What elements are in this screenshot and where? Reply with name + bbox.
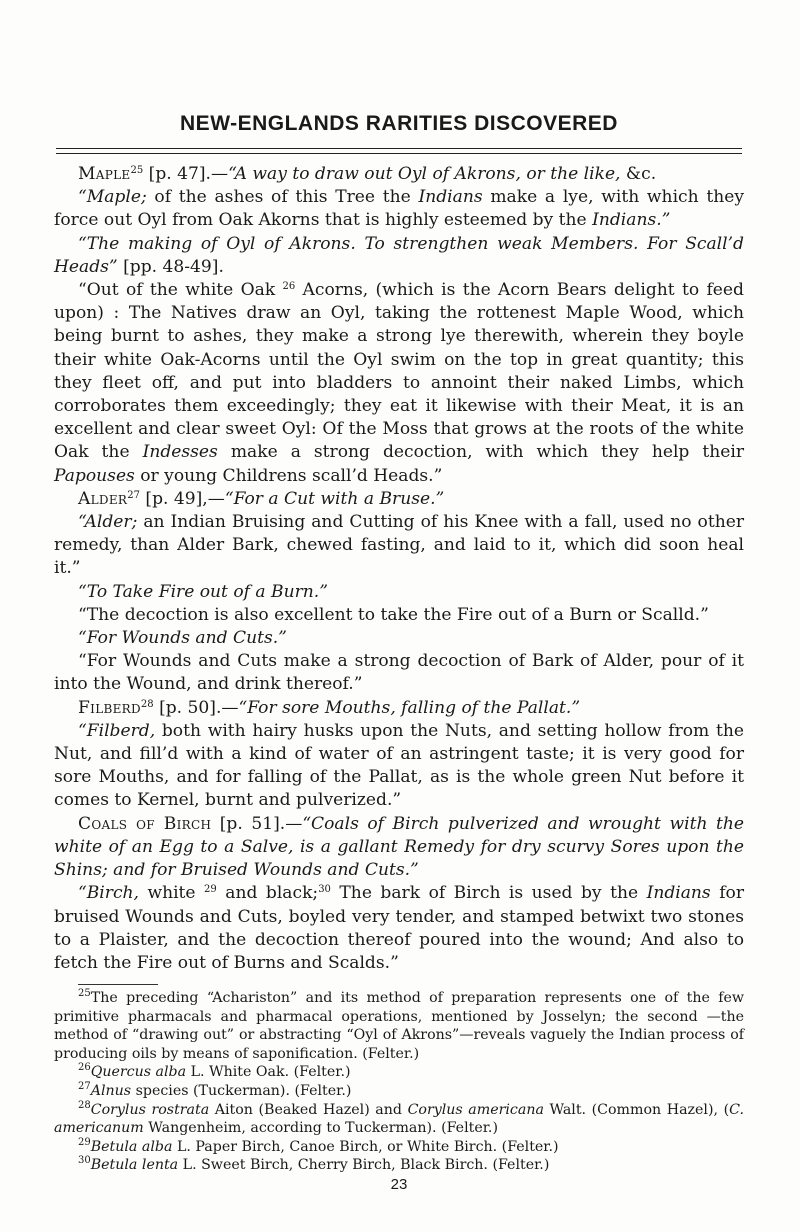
page	[54, 0, 744, 1193]
footnote-text: Wangenheim, according to Tuckerman). (Felter.)	[143, 1120, 498, 1137]
paragraph-oak	[54, 279, 744, 488]
running-head: NEW-ENGLANDS RARITIES DISCOVERED	[180, 112, 618, 135]
recipe-heading: “For sore Mouths, falling of the Pallat.”	[238, 697, 581, 718]
recipe-heading: “The making of Oyl of Akrons. To strengthen weak Members. For Scall’d Heads”	[54, 233, 744, 277]
footnote-number: 29	[78, 1136, 91, 1148]
quote-text: make a lye, with which they force out Oyl from Oak Akorns that is highly esteemed by the	[54, 187, 744, 231]
note-ref-26: 26	[282, 281, 296, 293]
italic-word: Indesses	[142, 442, 218, 463]
footnote-text: Aiton (Beaked Hazel) and	[209, 1101, 408, 1118]
quote-text: make a strong decoction, with which they help their	[217, 442, 744, 463]
footnote-27	[54, 1082, 744, 1101]
page-ref: [pp. 48-49].	[117, 256, 224, 277]
species-name: Quercus alba	[90, 1064, 187, 1081]
page-number: 23	[390, 1176, 408, 1194]
page-ref: [p. 50].—	[153, 697, 239, 718]
paragraph-burn	[54, 604, 744, 627]
footnote-25	[54, 989, 744, 1063]
italic-word: Indians	[646, 883, 711, 904]
note-ref-29: 29	[204, 884, 217, 896]
paragraph-birch	[54, 882, 744, 975]
entry-head-coals: Coals of Birch	[78, 813, 212, 834]
footnote-text: The preceding “Achariston” and its method of preparation represents one of the few primitive pharmacals and pharmacal operations, mentioned by Josselyn; the second —the method of “drawing out” or abstracting “Oyl of Akrons”—reveals vaguely the Indian process of producing oils by means of saponification. (Felter.)	[54, 990, 744, 1062]
species-name: Alnus	[90, 1083, 132, 1100]
species-name: Betula lenta	[90, 1157, 179, 1174]
footnote-number: 26	[78, 1062, 91, 1074]
paragraph-burn-heading	[54, 581, 744, 604]
paragraph-oyl-heading	[54, 233, 744, 279]
italic-word: Indians.”	[592, 210, 671, 231]
footnote-text: L. Sweet Birch, Cherry Birch, Black Birch. (Felter.)	[178, 1157, 550, 1174]
footnote-text: L. Paper Birch, Canoe Birch, or White Birch. (Felter.)	[172, 1138, 559, 1155]
quote-text: both with hairy husks upon the Nuts, and setting hollow from the Nut, and fill’d with a kind of water of an astringent taste; it is very good for sore Mouths, and for falling of the Pallat, as is the whole green Nut before it comes to Kernel, burnt and pulverized.”	[54, 720, 744, 811]
paragraph-maple-quote	[54, 186, 744, 232]
entry-head-alder: Alder	[78, 488, 128, 509]
footnote-text: species (Tuckerman). (Felter.)	[131, 1083, 352, 1100]
species-name: Betula alba	[90, 1138, 173, 1155]
body-text	[54, 163, 744, 975]
quote-text: The bark of Birch is used by the	[330, 883, 647, 904]
recipe-heading: “For a Cut with a Bruse.”	[224, 488, 445, 509]
footnote-26	[54, 1063, 744, 1082]
footnotes	[54, 989, 744, 1175]
page-ref: [p. 47].—	[143, 164, 229, 184]
note-ref-30: 30	[318, 884, 331, 896]
footnote-number: 28	[78, 1099, 91, 1111]
quote-text: Acorns, (which is the Acorn Bears delight to feed upon) : The Natives draw an Oyl, taking the rottenest Maple Wood, which being burnt to ashes, they make a strong lye therewith, wherein they boyle their white Oak-Acorns until the Oyl swim on the top in great quantity; this they fleet off, and put into bladders to annoint their naked Limbs, which corroborates them exceedingly; they eat it likewise with their Meat, it is an excellent and clear sweet Oyl: Of the Moss that grows at the roots of the white Oak the	[54, 280, 744, 463]
quote-text: “The decoction is also excellent to take the Fire out of a Burn or Scalld.”	[78, 604, 709, 625]
paragraph-wounds	[54, 650, 744, 696]
quote-text: for bruised Wounds and Cuts, boyled very tender, and stamped betwixt two stones to a Plaister, and the decoction thereof poured into the wound; And also to fetch the Fire out of Burns and Scalds.”	[54, 883, 744, 973]
species-name: Corylus americana	[407, 1101, 544, 1118]
footnote-29	[54, 1138, 744, 1157]
footnote-number: 25	[78, 988, 91, 1000]
quote-text: and black;	[216, 883, 319, 904]
italic-word: Papouses	[54, 465, 135, 486]
paragraph-coals	[54, 813, 744, 883]
quote-lead: “Maple;	[78, 187, 147, 208]
quote-text: or young Childrens scall’d Heads.”	[134, 465, 443, 486]
species-name: C. americanum	[54, 1101, 744, 1137]
note-ref-27: 27	[127, 489, 140, 501]
quote-text: white	[138, 883, 205, 904]
footnote-30	[54, 1156, 744, 1175]
entry-head-maple: Maple	[78, 164, 131, 184]
note-ref-25: 25	[130, 165, 144, 176]
paragraph-filberd	[54, 697, 744, 720]
entry-head-filberd: Filberd	[78, 697, 141, 718]
footnote-number: 30	[78, 1155, 91, 1167]
footnote-28	[54, 1101, 744, 1138]
header-rule	[56, 148, 742, 154]
footnote-text: L. White Oak. (Felter.)	[186, 1064, 351, 1081]
paragraph-maple	[54, 163, 744, 186]
footnote-number: 27	[78, 1081, 91, 1093]
page-ref: [p. 49],—	[139, 488, 225, 509]
quote-text: “Out of the white Oak	[78, 280, 283, 301]
recipe-heading: “A way to draw out Oyl of Akrons, or the like,	[228, 164, 621, 184]
note-ref-28: 28	[140, 698, 154, 710]
italic-word: Indians	[418, 187, 483, 208]
paragraph-filberd-quote	[54, 720, 744, 813]
species-name: Corylus rostrata	[90, 1101, 210, 1118]
quote-lead: “Birch,	[78, 883, 139, 904]
paragraph-alder-quote	[54, 511, 744, 581]
quote-lead: “Filberd,	[78, 720, 156, 741]
recipe-heading: “Coals of Birch pulverized and wrought with the white of an Egg to a Salve, is a gallant Remedy for dry scurvy Sores upon the Shins; and for Bruised Wounds and Cuts.”	[54, 813, 744, 881]
quote-text: of the ashes of this Tree the	[146, 187, 419, 208]
recipe-heading: “To Take Fire out of a Burn.”	[78, 581, 328, 602]
footnote-rule	[78, 984, 158, 985]
footnote-text: Walt. (Common Hazel), (	[543, 1101, 730, 1118]
etc-text: &c.	[620, 164, 657, 184]
recipe-heading: “For Wounds and Cuts.”	[78, 628, 287, 649]
paragraph-wounds-heading	[54, 627, 744, 650]
quote-lead: “Alder;	[78, 512, 138, 533]
quote-text: “For Wounds and Cuts make a strong decoction of Bark of Alder, pour of it into the Wound, and drink thereof.”	[54, 651, 744, 695]
quote-text: an Indian Bruising and Cutting of his Knee with a fall, used no other remedy, than Alder Bark, chewed fasting, and laid to it, which did soon heal it.”	[54, 512, 744, 579]
paragraph-alder	[54, 488, 744, 511]
page-ref: [p. 51].—	[211, 813, 303, 834]
